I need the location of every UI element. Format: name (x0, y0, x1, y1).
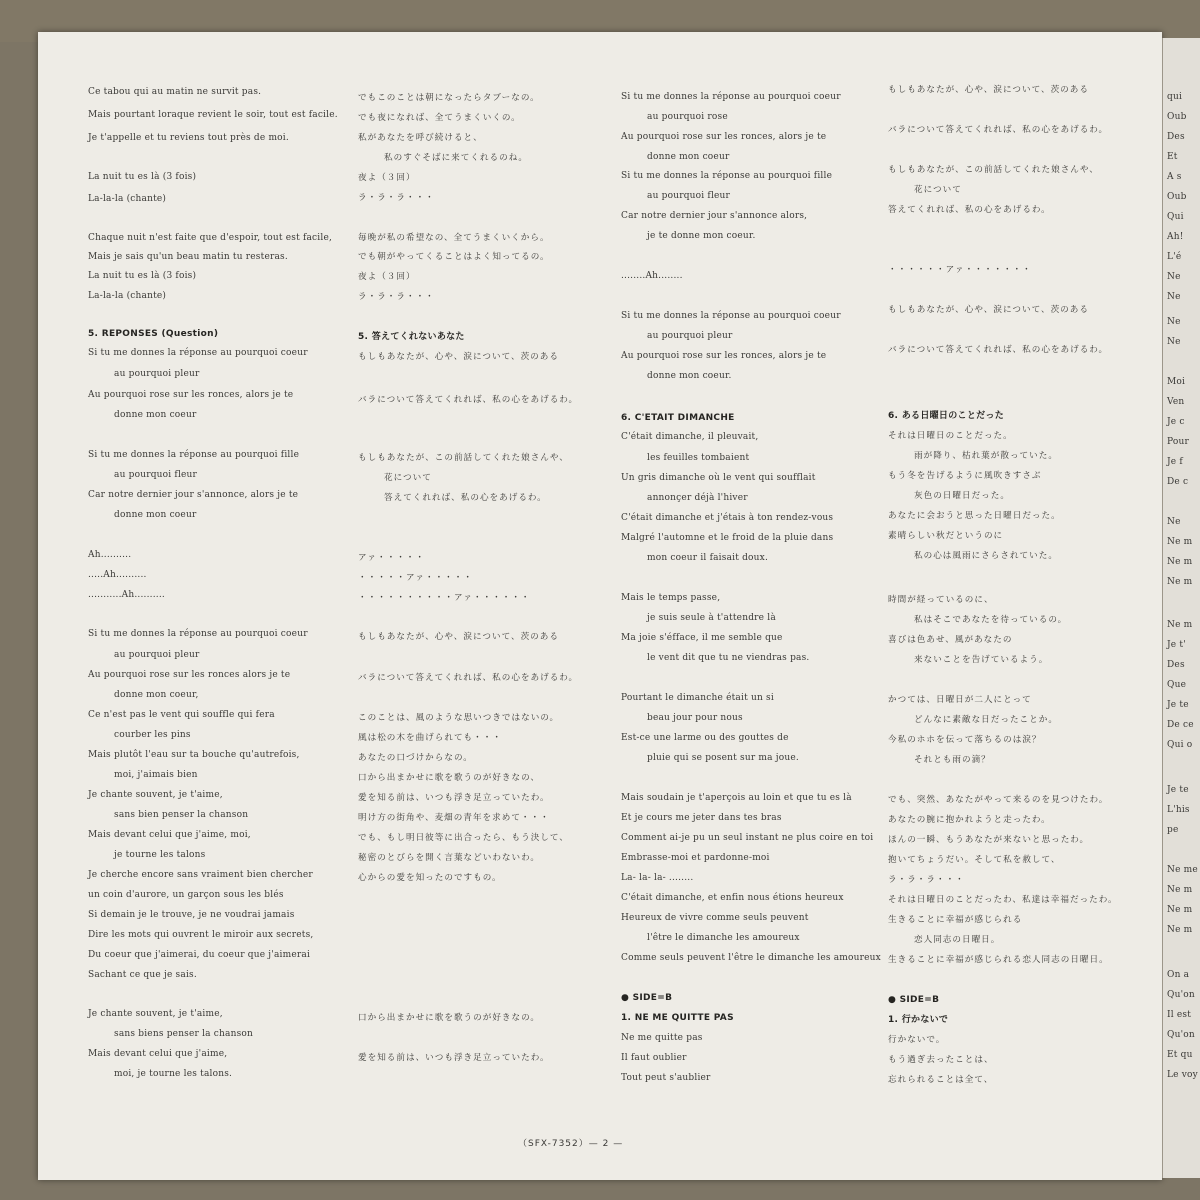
next-page-fragment: Je te (1167, 785, 1189, 795)
lyric-line: Comment ai-je pu un seul instant ne plus coire en toi (621, 833, 874, 843)
lyric-line: でも朝がやってくることはよく知ってるの。 (358, 252, 550, 262)
lyric-line: Mais le temps passe, (621, 593, 721, 603)
next-page-fragment: Ne (1167, 272, 1181, 282)
lyric-line: au pourquoi pleur (114, 650, 200, 660)
lyric-line: le vent dit que tu ne viendras pas. (647, 653, 810, 663)
lyric-line: バラについて答えてくれれば、私の心をあげるわ。 (888, 125, 1109, 135)
lyric-line: au pourquoi pleur (114, 369, 200, 379)
lyric-line: je suis seule à t'attendre là (647, 613, 776, 623)
lyric-line: 生きることに幸福が感じられる (888, 915, 1023, 925)
lyric-line: donne mon coeur (114, 510, 197, 520)
lyric-line: Comme seuls peuvent l'être le dimanche les amoureux (621, 953, 881, 963)
lyric-line: Il faut oublier (621, 1053, 687, 1063)
lyric-line: ラ・ラ・ラ・・・ (888, 875, 965, 885)
lyric-line: Au pourquoi rose sur les ronces, alors je te (88, 390, 294, 400)
next-page-fragment: Et qu (1167, 1050, 1193, 1060)
lyric-line: donne mon coeur. (647, 371, 732, 381)
next-page-fragment: Ven (1167, 397, 1185, 407)
lyric-line: C'était dimanche, il pleuvait, (621, 432, 759, 442)
lyric-line: 明け方の街角や、麦畑の青年を求めて・・・ (358, 813, 550, 823)
next-page-fragment: Oub (1167, 192, 1187, 202)
next-page-fragment: Ah! (1167, 232, 1184, 242)
next-page-fragment: A s (1167, 172, 1182, 182)
section-heading: 5. 答えてくれないあなた (358, 332, 465, 342)
lyric-line: 花について (914, 185, 962, 195)
lyric-line: .....Ah.......... (88, 570, 147, 580)
next-page-fragment: Ne m (1167, 620, 1193, 630)
lyric-line: バラについて答えてくれれば、私の心をあげるわ。 (358, 673, 579, 683)
lyric-line: Mais plutôt l'eau sur ta bouche qu'autrefois, (88, 750, 300, 760)
lyric-sheet-page (38, 32, 1162, 1180)
lyric-line: どんなに素敵な日だったことか。 (914, 715, 1058, 725)
next-page-fragment: Ne m (1167, 885, 1193, 895)
lyric-line: Si tu me donnes la réponse au pourquoi fille (88, 450, 300, 460)
lyric-line: 雨が降り、枯れ葉が散っていた。 (914, 451, 1058, 461)
lyric-line: Mais devant celui que j'aime, (88, 1049, 228, 1059)
lyric-line: 毎晩が私の希望なの、全てうまくいくから。 (358, 233, 550, 243)
lyric-line: もしもあなたが、心や、涙について、茨のある (888, 85, 1089, 95)
lyric-line: Car notre dernier jour s'annonce alors, (621, 211, 808, 221)
lyric-line: sans bien penser la chanson (114, 810, 249, 820)
lyric-line: 抱いてちょうだい。そして私を赦して、 (888, 855, 1061, 865)
lyric-line: バラについて答えてくれれば、私の心をあげるわ。 (888, 345, 1109, 355)
next-page-fragment: L'é (1167, 252, 1182, 262)
section-heading: 1. 行かないで (888, 1015, 949, 1025)
lyric-line: 答えてくれれば、私の心をあげるわ。 (384, 493, 547, 503)
lyric-line: それは日曜日のことだった。 (888, 431, 1013, 441)
lyric-line: 私のすぐそばに来てくれるのね。 (384, 153, 528, 163)
lyric-line: Car notre dernier jour s'annonce, alors je te (88, 490, 299, 500)
lyric-line: je tourne les talons (114, 850, 206, 860)
lyric-line: 今私のホホを伝って落ちるのは涙？ (888, 735, 1042, 745)
next-page-fragment: Je t' (1167, 640, 1186, 650)
next-page-fragment: Ne m (1167, 577, 1193, 587)
lyric-line: au pourquoi fleur (114, 470, 198, 480)
lyric-line: les feuilles tombaient (647, 453, 750, 463)
next-page-fragment: Je f (1167, 457, 1183, 467)
lyric-line: もしもあなたが、心や、涙について、茨のある (358, 632, 559, 642)
lyric-line: beau jour pour nous (647, 713, 743, 723)
lyric-line: La nuit tu es là (3 fois) (88, 271, 197, 281)
lyric-line: かつては、日曜日が二人にとって (888, 695, 1032, 705)
lyric-line: ・・・・・・アァ・・・・・・・ (888, 265, 1032, 275)
next-page-fragment: pe (1167, 825, 1179, 835)
next-page-fragment: Qui o (1167, 740, 1193, 750)
lyric-line: もしもあなたが、この前話してくれた娘さんや、 (358, 453, 569, 463)
lyric-line: mon coeur il faisait doux. (647, 553, 769, 563)
next-page-fragment: Pour (1167, 437, 1190, 447)
lyric-line: ラ・ラ・ラ・・・ (358, 193, 435, 203)
next-page-fragment: Ne m (1167, 537, 1193, 547)
lyric-line: あなたの腕に抱かれようと走ったわ。 (888, 815, 1051, 825)
lyric-line: 秘密のとびらを開く言葉などいわないわ。 (358, 853, 540, 863)
lyric-line: 喜びは色あせ、風があなたの (888, 635, 1013, 645)
next-page-fragment: Ne m (1167, 557, 1193, 567)
lyric-line: ・・・・・アァ・・・・・ (358, 573, 473, 583)
next-page-fragment: De ce (1167, 720, 1194, 730)
lyric-line: 時間が経っているのに、 (888, 595, 994, 605)
lyric-line: C'était dimanche, et enfin nous étions heureux (621, 893, 844, 903)
next-page-fragment: Que (1167, 680, 1187, 690)
next-page-fragment: Ne (1167, 337, 1181, 347)
lyric-line: ...........Ah.......... (88, 590, 165, 600)
lyric-line: Mais pourtant loraque revient le soir, tout est facile. (88, 110, 338, 120)
next-page-fragment: Qu'on (1167, 990, 1195, 1000)
lyric-line: もう冬を告げるように風吹きすさぶ (888, 471, 1042, 481)
lyric-line: Du coeur que j'aimerai, du coeur que j'aimerai (88, 950, 311, 960)
next-page-fragment: Ne me (1167, 865, 1198, 875)
lyric-line: Si tu me donnes la réponse au pourquoi coeur (621, 92, 841, 102)
lyric-line: 心からの愛を知ったのですもの。 (358, 873, 502, 883)
section-heading: ● SIDE=B (621, 993, 673, 1003)
lyric-line: 灰色の日曜日だった。 (914, 491, 1010, 501)
lyric-line: Je chante souvent, je t'aime, (88, 790, 223, 800)
lyric-line: La-la-la (chante) (88, 291, 167, 301)
lyric-line: donne mon coeur, (114, 690, 199, 700)
next-page-fragment: Ne (1167, 317, 1181, 327)
next-page-fragment: Qu'on (1167, 1030, 1195, 1040)
lyric-line: それとも雨の滴？ (914, 755, 991, 765)
lyric-line: Au pourquoi rose sur les ronces, alors je te (621, 351, 827, 361)
lyric-line: それは日曜日のことだったわ、私達は幸福だったわ。 (888, 895, 1118, 905)
next-page-fragment: On a (1167, 970, 1190, 980)
lyric-line: Si tu me donnes la réponse au pourquoi fille (621, 171, 833, 181)
lyric-line: 花について (384, 473, 432, 483)
lyric-line: ラ・ラ・ラ・・・ (358, 292, 435, 302)
lyric-line: 夜よ（３回） (358, 173, 416, 183)
lyric-line: Embrasse-moi et pardonne-moi (621, 853, 770, 863)
lyric-line: Si demain je le trouve, je ne voudrai jamais (88, 910, 295, 920)
lyric-line: あなたの口づけからなの。 (358, 753, 473, 763)
section-heading: ● SIDE=B (888, 995, 940, 1005)
next-page-fragment: Le voy (1167, 1070, 1198, 1080)
lyric-line: Si tu me donnes la réponse au pourquoi coeur (88, 629, 308, 639)
lyric-line: Je cherche encore sans vraiment bien chercher (88, 870, 313, 880)
lyric-line: 答えてくれれば、私の心をあげるわ。 (888, 205, 1051, 215)
next-page-fragment: Ne (1167, 517, 1181, 527)
lyric-line: 口から出まかせに歌を歌うのが好きなの、 (358, 773, 540, 783)
lyric-line: Mais soudain je t'aperçois au loin et que tu es là (621, 793, 852, 803)
lyric-line: Au pourquoi rose sur les ronces, alors je te (621, 132, 827, 142)
section-heading: 6. C'ETAIT DIMANCHE (621, 413, 735, 423)
lyric-line: Ah.......... (88, 550, 132, 560)
lyric-line: でもこのことは朝になったらタブーなの。 (358, 93, 540, 103)
next-page-fragment: Je c (1167, 417, 1185, 427)
lyric-line: Ce n'est pas le vent qui souffle qui fera (88, 710, 275, 720)
lyric-line: Et je cours me jeter dans tes bras (621, 813, 782, 823)
next-page-fragment: Ne m (1167, 925, 1193, 935)
lyric-line: Je t'appelle et tu reviens tout près de moi. (88, 133, 289, 143)
section-heading: 1. NE ME QUITTE PAS (621, 1013, 734, 1023)
next-page-fragment: Ne m (1167, 905, 1193, 915)
section-heading: 6. ある日曜日のことだった (888, 411, 1005, 421)
lyric-line: 愛を知る前は、いつも浮き足立っていたわ。 (358, 793, 550, 803)
lyric-line: ........Ah........ (621, 271, 683, 281)
lyric-line: Chaque nuit n'est faite que d'espoir, tout est facile, (88, 233, 333, 243)
lyric-line: Ne me quitte pas (621, 1033, 703, 1043)
lyric-line: La- la- la- ........ (621, 873, 694, 883)
lyric-line: 私があなたを呼び続けると、 (358, 133, 483, 143)
lyric-line: 愛を知る前は、いつも浮き足立っていたわ。 (358, 1053, 550, 1063)
lyric-line: courber les pins (114, 730, 191, 740)
lyric-line: Sachant ce que je sais. (88, 970, 197, 980)
lyric-line: au pourquoi fleur (647, 191, 731, 201)
lyric-line: 恋人同志の日曜日。 (914, 935, 1001, 945)
lyric-line: 私の心は風雨にさらされていた。 (914, 551, 1058, 561)
next-page-fragment: Je te (1167, 700, 1189, 710)
lyric-line: je te donne mon coeur. (647, 231, 756, 241)
lyric-line: La-la-la (chante) (88, 194, 167, 204)
lyric-line: もう過ぎ去ったことは、 (888, 1055, 994, 1065)
next-page-fragment: Qui (1167, 212, 1184, 222)
lyric-line: 私はそこであなたを待っているの。 (914, 615, 1068, 625)
lyric-line: Pourtant le dimanche était un si (621, 693, 774, 703)
catalog-page-footer: （SFX-7352）— 2 — (518, 1139, 624, 1149)
lyric-line: Si tu me donnes la réponse au pourquoi coeur (88, 348, 308, 358)
lyric-line: pluie qui se posent sur ma joue. (647, 753, 799, 763)
lyric-line: このことは、風のような思いつきではないの。 (358, 713, 560, 723)
lyric-line: Est-ce une larme ou des gouttes de (621, 733, 789, 743)
lyric-line: Ce tabou qui au matin ne survit pas. (88, 87, 262, 97)
lyric-line: もしもあなたが、心や、涙について、茨のある (888, 305, 1089, 315)
lyric-line: でも夜になれば、全てうまくいくの。 (358, 113, 521, 123)
lyric-line: 来ないことを告げているよう。 (914, 655, 1049, 665)
lyric-line: Mais devant celui que j'aime, moi, (88, 830, 251, 840)
next-page-edge (1162, 38, 1200, 1178)
next-page-fragment: Ne (1167, 292, 1181, 302)
lyric-line: アァ・・・・・ (358, 553, 425, 563)
lyric-line: ・・・・・・・・・・アァ・・・・・・ (358, 593, 531, 603)
lyric-line: au pourquoi pleur (647, 331, 733, 341)
next-page-fragment: Et (1167, 152, 1178, 162)
lyric-line: moi, j'aimais bien (114, 770, 198, 780)
lyric-line: Je chante souvent, je t'aime, (88, 1009, 223, 1019)
next-page-fragment: qui (1167, 92, 1183, 102)
lyric-line: moi, je tourne les talons. (114, 1069, 233, 1079)
lyric-line: Tout peut s'aublier (621, 1073, 711, 1083)
lyric-line: でも、もし明日彼等に出合ったら、もう決して、 (358, 833, 569, 843)
lyric-line: un coin d'aurore, un garçon sous les blés (88, 890, 284, 900)
lyric-line: 忘れられることは全て、 (888, 1075, 994, 1085)
lyric-line: Au pourquoi rose sur les ronces alors je te (88, 670, 291, 680)
lyric-line: Heureux de vivre comme seuls peuvent (621, 913, 809, 923)
next-page-fragment: Moi (1167, 377, 1186, 387)
section-heading: 5. REPONSES (Question) (88, 329, 219, 339)
lyric-line: でも、突然、あなたがやって来るのを見つけたわ。 (888, 795, 1109, 805)
lyric-line: Dire les mots qui ouvrent le miroir aux secrets, (88, 930, 314, 940)
lyric-line: Un gris dimanche où le vent qui soufflait (621, 473, 816, 483)
lyric-line: donne mon coeur (114, 410, 197, 420)
lyric-line: もしもあなたが、この前話してくれた娘さんや、 (888, 165, 1099, 175)
next-page-fragment: L'his (1167, 805, 1190, 815)
lyric-line: l'être le dimanche les amoureux (647, 933, 800, 943)
lyric-line: あなたに会おうと思った日曜日だった。 (888, 511, 1061, 521)
lyric-line: 口から出まかせに歌を歌うのが好きなの。 (358, 1013, 540, 1023)
lyric-line: 素晴らしい秋だというのに (888, 531, 1004, 541)
lyric-line: 行かないで。 (888, 1035, 946, 1045)
lyric-line: sans biens penser la chanson (114, 1029, 254, 1039)
next-page-fragment: De c (1167, 477, 1189, 487)
lyric-line: Mais je sais qu'un beau matin tu resteras. (88, 252, 288, 262)
lyric-line: もしもあなたが、心や、涙について、茨のある (358, 352, 559, 362)
lyric-line: annonçer déjà l'hiver (647, 493, 748, 503)
next-page-fragment: Des (1167, 660, 1185, 670)
next-page-fragment: Des (1167, 132, 1185, 142)
lyric-line: 夜よ（３回） (358, 272, 416, 282)
lyric-line: バラについて答えてくれれば、私の心をあげるわ。 (358, 395, 579, 405)
lyric-line: 生きることに幸福が感じられる恋人同志の日曜日。 (888, 955, 1109, 965)
lyric-line: Malgré l'automne et le froid de la pluie dans (621, 533, 834, 543)
lyric-line: Ma joie s'éfface, il me semble que (621, 633, 783, 643)
next-page-fragment: Il est (1167, 1010, 1192, 1020)
lyric-line: Si tu me donnes la réponse au pourquoi coeur (621, 311, 841, 321)
lyric-line: C'était dimanche et j'étais à ton rendez-vous (621, 513, 834, 523)
next-page-fragment: Oub (1167, 112, 1187, 122)
lyric-line: au pourquoi rose (647, 112, 728, 122)
lyric-line: donne mon coeur (647, 152, 730, 162)
lyric-line: 風は松の木を曲げられても・・・ (358, 733, 502, 743)
lyric-line: La nuit tu es là (3 fois) (88, 172, 197, 182)
lyric-line: ほんの一瞬、もうあなたが来ないと思ったわ。 (888, 835, 1090, 845)
